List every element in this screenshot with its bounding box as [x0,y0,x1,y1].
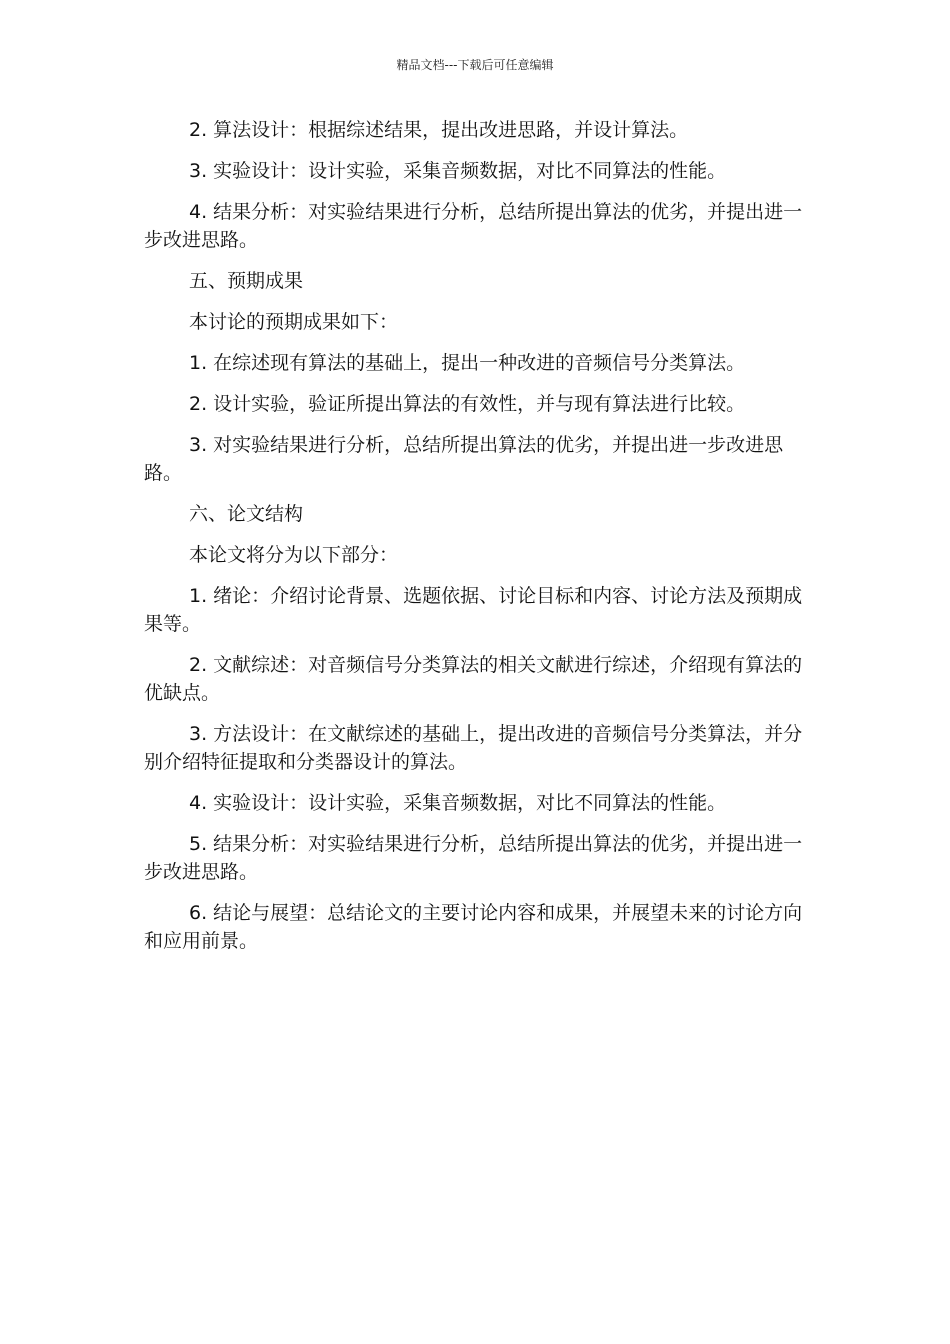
document-body [144,116,804,968]
paragraph-structure-2: 2. 文献综述：对音频信号分类算法的相关文献进行综述，介绍现有算法的优缺点。 [144,654,803,704]
paragraph-structure-1: 1. 绪论：介绍讨论背景、选题依据、讨论目标和内容、讨论方法及预期成果等。 [144,585,803,635]
paragraph-result-analysis: 4. 结果分析：对实验结果进行分析，总结所提出算法的优劣，并提出进一步改进思路。 [144,201,803,251]
paragraph-algorithm-design: 2. 算法设计：根据综述结果，提出改进思路，并设计算法。 [189,119,689,141]
paragraph-structure-6: 6. 结论与展望：总结论文的主要讨论内容和成果，并展望未来的讨论方向和应用前景。 [144,902,803,952]
paragraph-experiment-design: 3. 实验设计：设计实验，采集音频数据，对比不同算法的性能。 [189,160,727,182]
page-header: 精品文档---下载后可任意编辑 [396,58,554,72]
paragraph-structure-5: 5. 结果分析：对实验结果进行分析，总结所提出算法的优劣，并提出进一步改进思路。 [144,833,803,883]
paragraph-structure-3: 3. 方法设计：在文献综述的基础上，提出改进的音频信号分类算法，并分别介绍特征提取和分类器设计的算法。 [144,723,803,773]
paragraph-expected-result-3: 3. 对实验结果进行分析，总结所提出算法的优劣，并提出进一步改进思路。 [144,434,784,484]
paragraph-structure-intro: 本论文将分为以下部分： [189,544,399,566]
paragraph-expected-results-intro: 本讨论的预期成果如下： [189,311,399,333]
section-heading-expected-results: 五、预期成果 [189,270,304,292]
paragraph-expected-result-1: 1. 在综述现有算法的基础上，提出一种改进的音频信号分类算法。 [189,352,746,374]
paragraph-structure-4: 4. 实验设计：设计实验，采集音频数据，对比不同算法的性能。 [189,792,727,814]
section-heading-thesis-structure: 六、论文结构 [189,503,304,525]
paragraph-expected-result-2: 2. 设计实验，验证所提出算法的有效性，并与现有算法进行比较。 [189,393,746,415]
